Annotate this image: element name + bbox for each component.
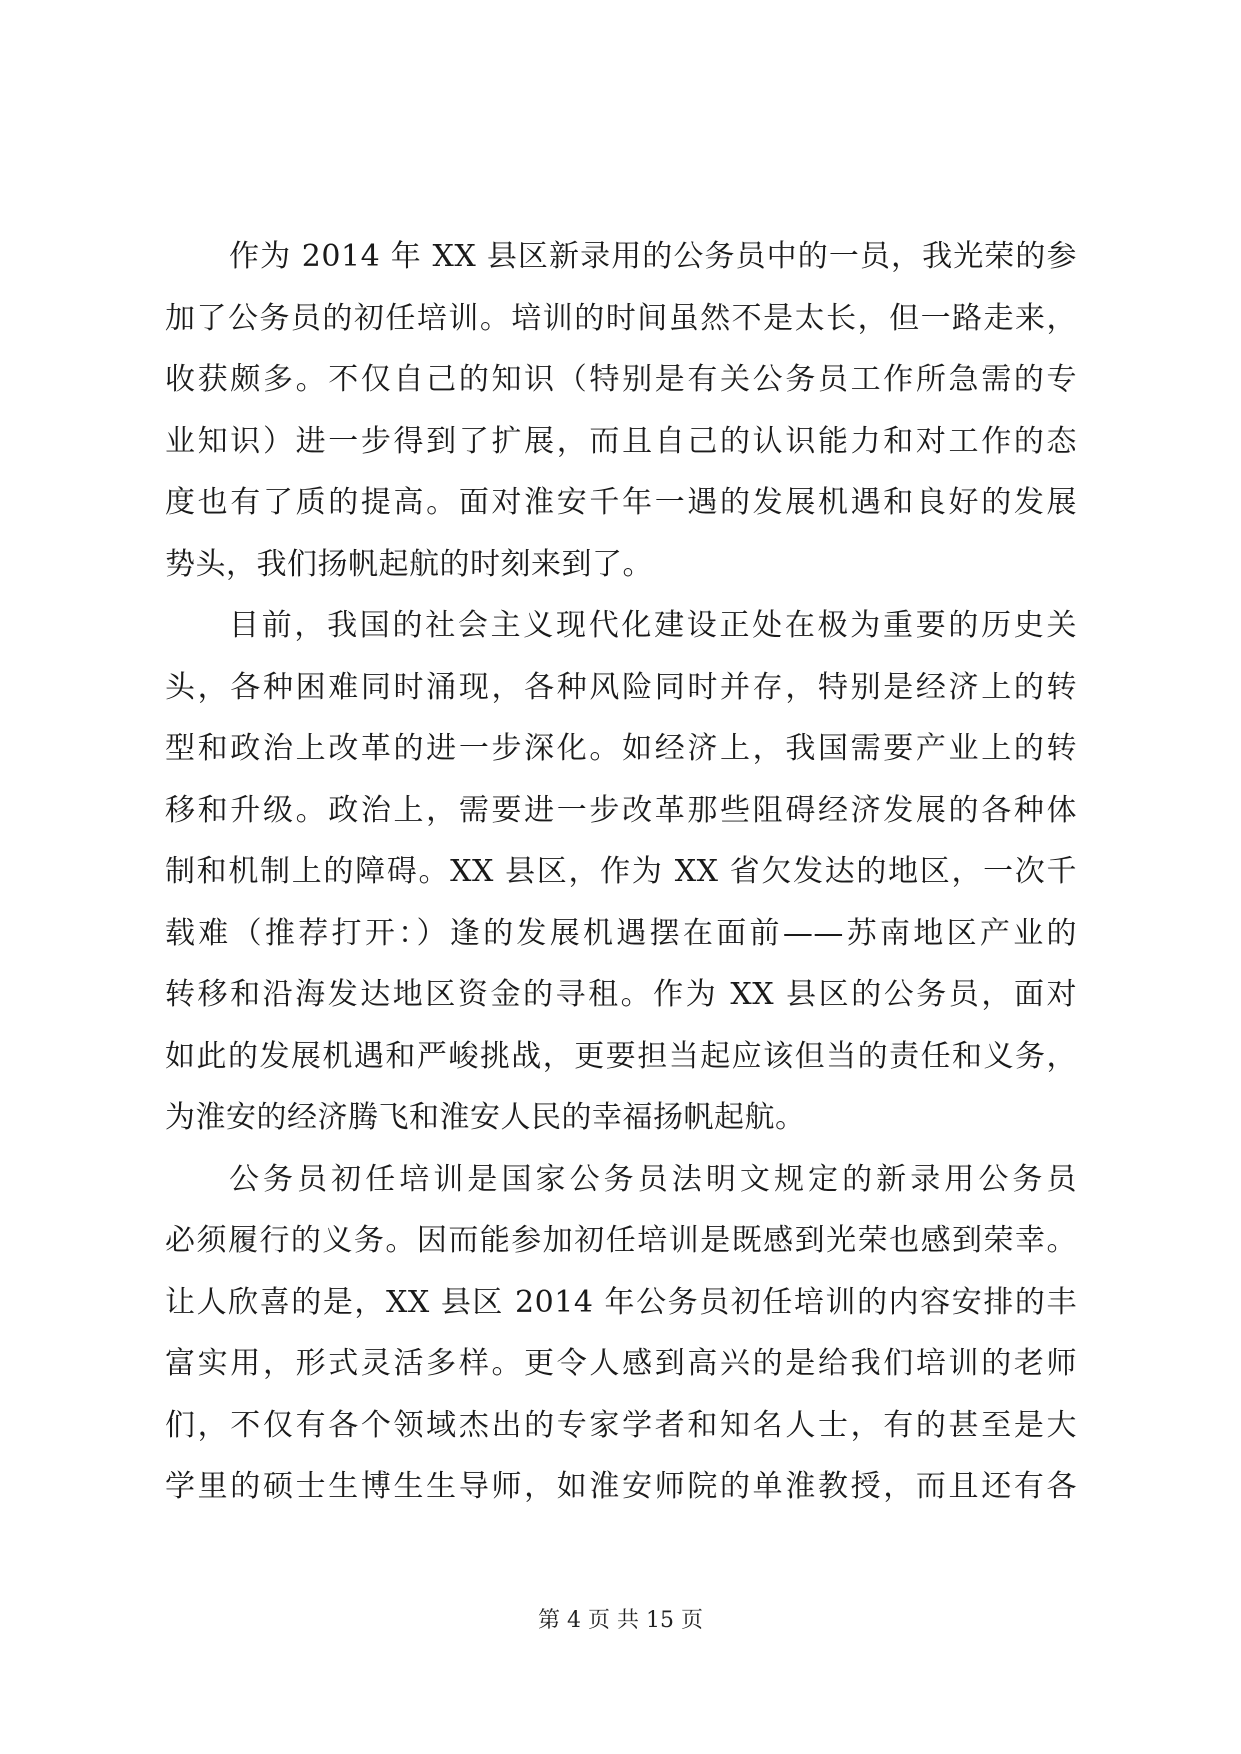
text-line: 移和升级。政治上，需要进一步改革那些阻碍经济发展的各种体 [165,792,1077,828]
text-line: 加了公务员的初任培训。培训的时间虽然不是太长，但一路走来， [165,300,1077,336]
page-number-footer: 第 4 页 共 15 页 [538,1608,703,1633]
text-line: 业知识）进一步得到了扩展，而且自己的认识能力和对工作的态 [165,423,1077,459]
paragraph-3 [165,1149,1077,1518]
text-line: 让人欣喜的是，XX 县区 2014 年公务员初任培训的内容安排的丰 [165,1284,1077,1320]
text-line: 转移和沿海发达地区资金的寻租。作为 XX 县区的公务员，面对 [165,977,1077,1012]
text-line: 目前，我国的社会主义现代化建设正处在极为重要的历史关 [229,608,1077,643]
text-line: 学里的硕士生博生生导师，如淮安师院的单淮教授，而且还有各 [165,1469,1077,1504]
text-line: 必须履行的义务。因而能参加初任培训是既感到光荣也感到荣幸。 [165,1223,1077,1258]
text-line: 作为 2014 年 XX 县区新录用的公务员中的一员，我光荣的参 [229,239,1077,274]
text-line: 们，不仅有各个领域杰出的专家学者和知名人士，有的甚至是大 [165,1407,1077,1443]
text-line: 载难（推荐打开：）逢的发展机遇摆在面前——苏南地区产业的 [165,915,1077,951]
text-line: 度也有了质的提高。面对淮安千年一遇的发展机遇和良好的发展 [165,485,1077,520]
paragraph-1 [165,226,1077,595]
text-line: 为淮安的经济腾飞和淮安人民的幸福扬帆起航。 [165,1100,806,1135]
body-text [165,226,1077,1518]
text-line: 型和政治上改革的进一步深化。如经济上，我国需要产业上的转 [165,731,1077,766]
text-line: 如此的发展机遇和严峻挑战，更要担当起应该但当的责任和义务， [165,1038,1077,1074]
text-line: 势头，我们扬帆起航的时刻来到了。 [165,546,653,582]
text-line: 收获颇多。不仅自己的知识（特别是有关公务员工作所急需的专 [165,362,1077,397]
text-line: 公务员初任培训是国家公务员法明文规定的新录用公务员 [229,1161,1077,1197]
text-line: 头，各种困难同时涌现，各种风险同时并存，特别是经济上的转 [165,669,1077,705]
text-line: 富实用，形式灵活多样。更令人感到高兴的是给我们培训的老师 [165,1346,1077,1381]
paragraph-2 [165,595,1077,1149]
text-line: 制和机制上的障碍。XX 县区，作为 XX 省欠发达的地区，一次千 [165,854,1077,889]
